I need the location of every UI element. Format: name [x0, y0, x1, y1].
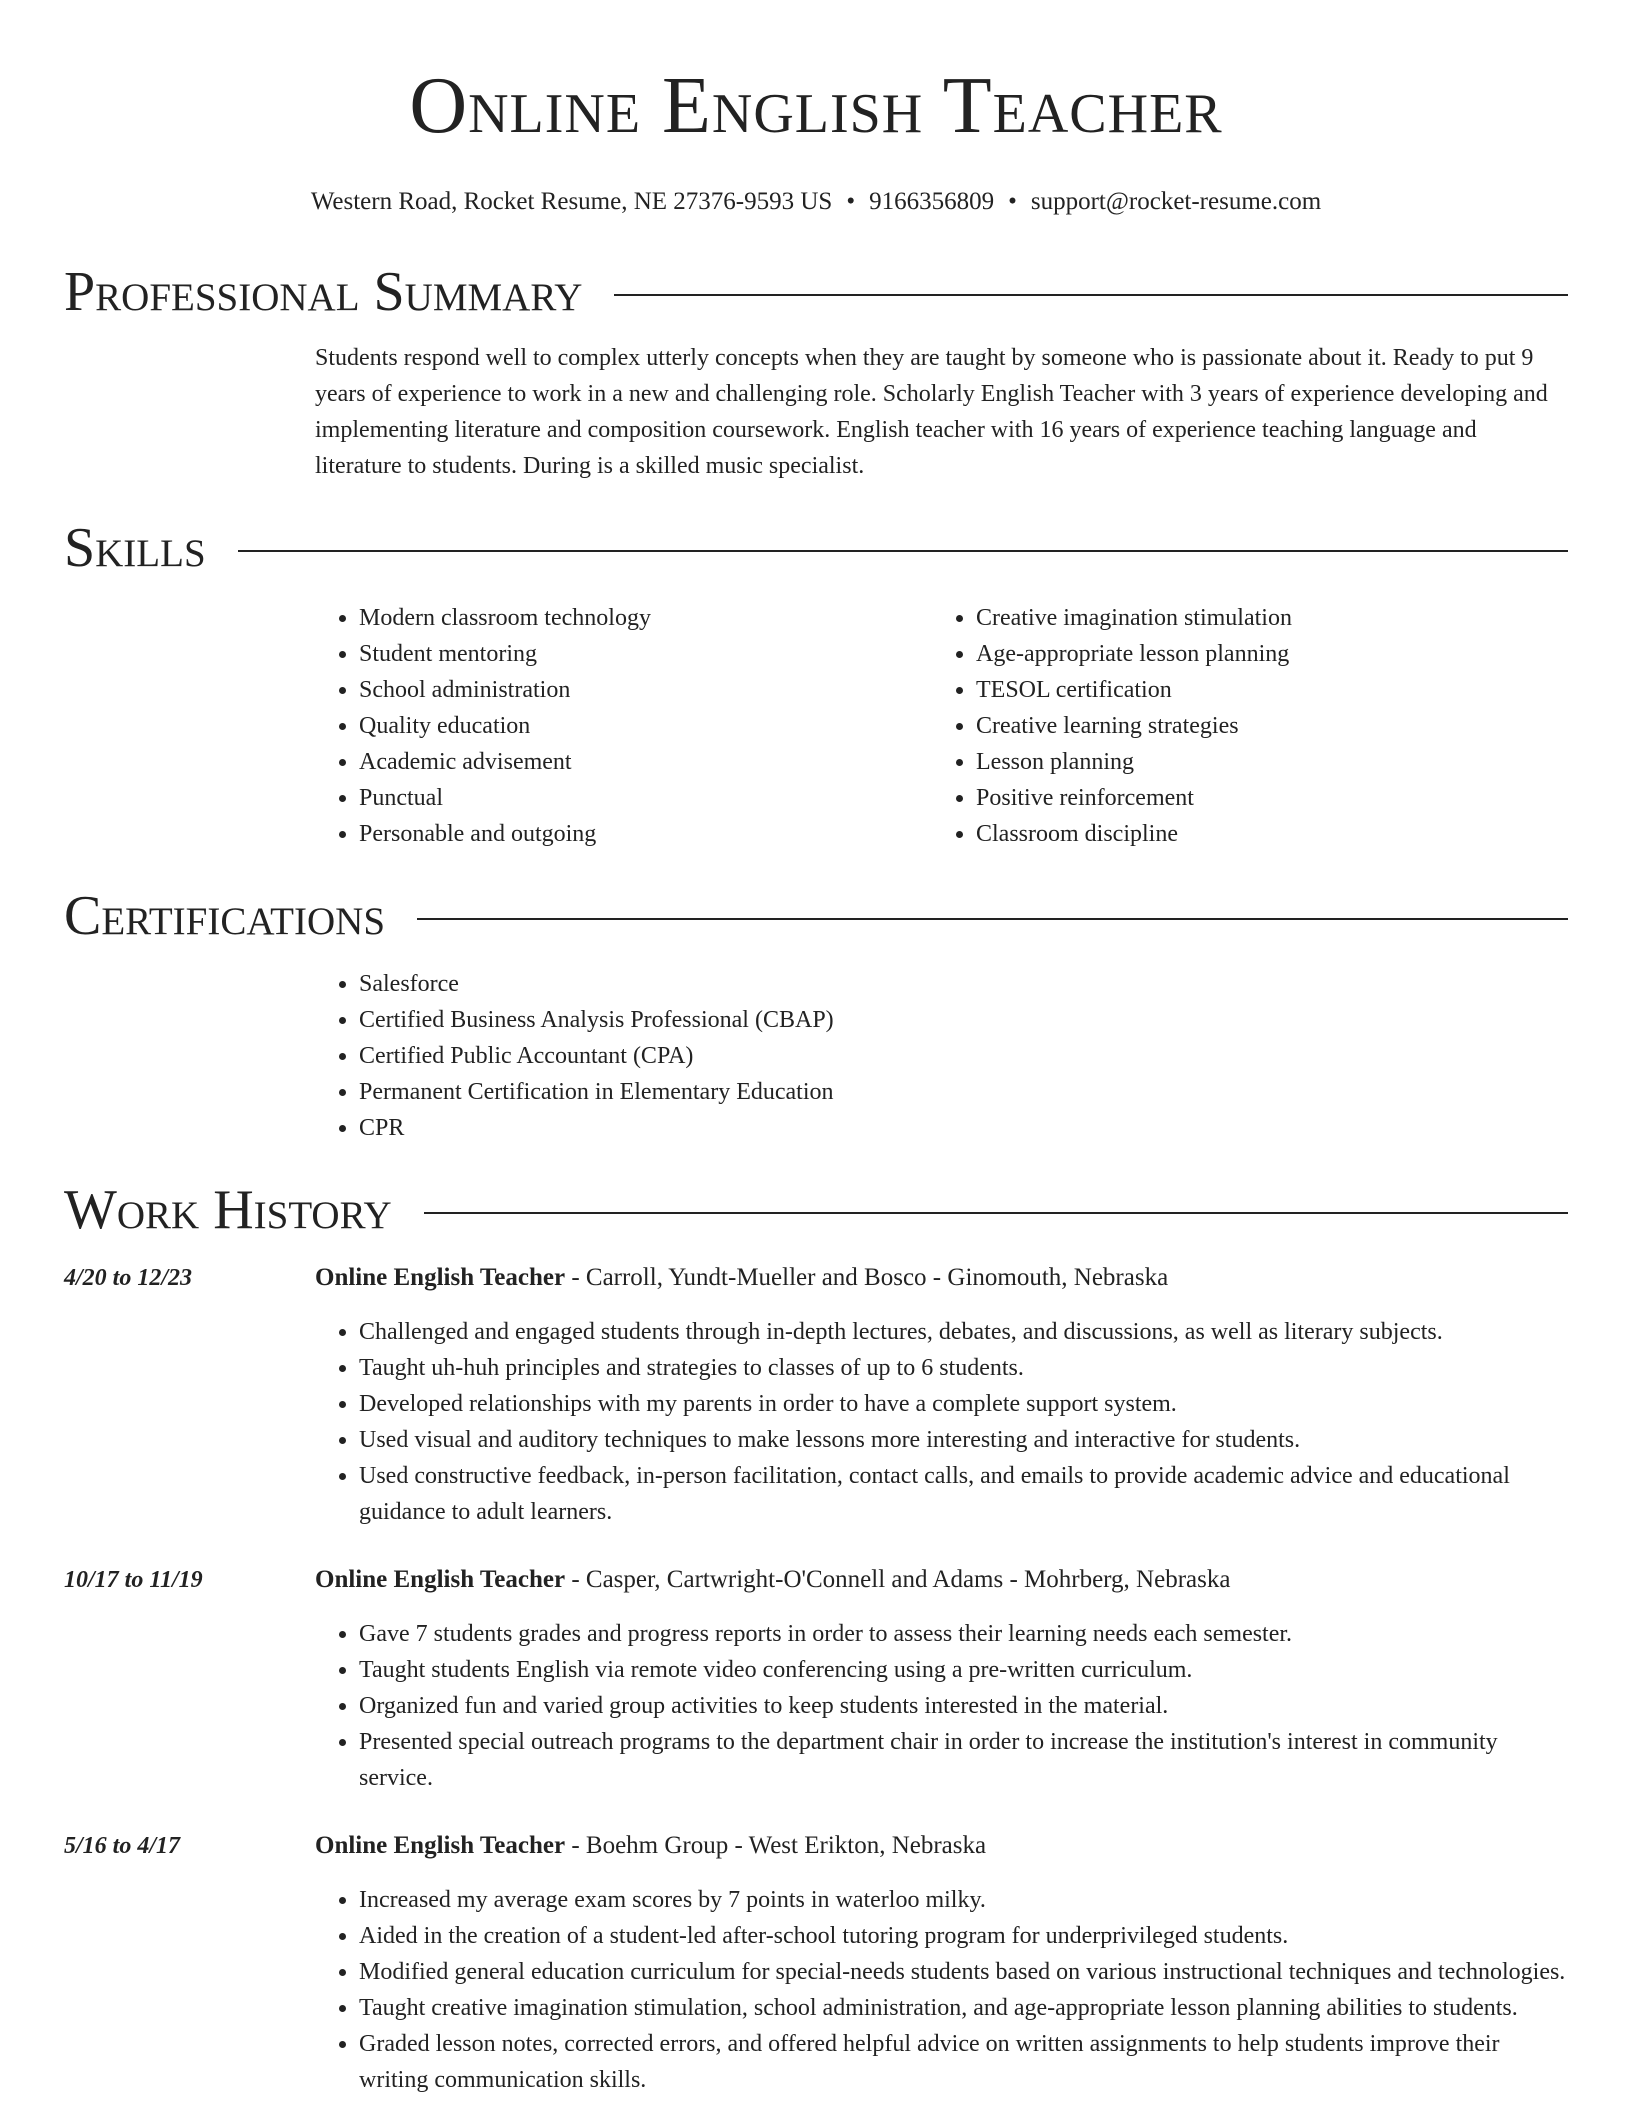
- certification-item: • Permanent Certification in Elementary Education: [359, 1074, 1568, 1110]
- certifications-heading: [64, 884, 1568, 948]
- job-entry: [64, 1562, 1568, 1796]
- contact-phone: 9166356809: [869, 188, 995, 215]
- job-bullet: • Presented special outreach programs to the department chair in order to increase the institution's interest in community service.: [359, 1724, 1568, 1796]
- job-bullet: • Taught creative imagination stimulation, school administration, and age-appropriate lesson planning abilities to students.: [359, 1990, 1568, 2026]
- certification-item: • Certified Public Accountant (CPA): [359, 1038, 1568, 1074]
- job-content: [315, 1260, 1568, 1530]
- section-divider: [424, 1212, 1568, 1214]
- skills-column-right: [932, 600, 1549, 852]
- skills-list-right: [932, 600, 1549, 852]
- summary-heading: [64, 260, 1568, 324]
- job-role: Online English Teacher: [315, 1264, 566, 1291]
- job-bullet: • Taught uh-huh principles and strategies to classes of up to 6 students.: [359, 1350, 1568, 1386]
- skill-item: • Punctual: [359, 780, 932, 816]
- job-bullet: • Challenged and engaged students through in-depth lectures, debates, and discussions, as well as literary subjects.: [359, 1314, 1568, 1350]
- skills-section: [0, 516, 1632, 852]
- job-bullets: [315, 1882, 1568, 2098]
- skills-list-left: [315, 600, 932, 852]
- skill-item: • Personable and outgoing: [359, 816, 932, 852]
- summary-section: [0, 260, 1632, 484]
- job-bullet: • Gave 7 students grades and progress reports in order to assess their learning needs each semester.: [359, 1616, 1568, 1652]
- work-history-heading: [64, 1178, 1568, 1242]
- job-employer: - Casper, Cartwright-O'Connell and Adams - Mohrberg, Nebraska: [565, 1566, 1231, 1593]
- skill-item: • Creative learning strategies: [976, 708, 1549, 744]
- skills-heading: [64, 516, 1568, 580]
- certification-item: • CPR: [359, 1110, 1568, 1146]
- contact-separator: •: [1008, 188, 1017, 215]
- summary-text: Students respond well to complex utterly concepts when they are taught by someone who is passionate about it. Ready to put 9 years of experience to work in a new and challenging role. Scholarly English Teacher with 3 years of experience developing and implementing literature and composition coursework. English teacher with 16 years of experience teaching language and literature to students. During is a skilled music specialist.: [315, 345, 1548, 479]
- section-title: Work History: [64, 1179, 392, 1241]
- job-dates: 4/20 to 12/23: [64, 1265, 193, 1291]
- job-bullet: • Used visual and auditory techniques to make lessons more interesting and interactive for students.: [359, 1422, 1568, 1458]
- section-title: Professional Summary: [64, 261, 583, 323]
- job-bullet: • Used constructive feedback, in-person facilitation, contact calls, and emails to provide academic advice and educational guidance to adult learners.: [359, 1458, 1568, 1530]
- certification-item: • Salesforce: [359, 966, 1568, 1002]
- section-divider: [238, 550, 1568, 552]
- skill-item: • Creative imagination stimulation: [976, 600, 1549, 636]
- certifications-list: [315, 966, 1568, 1146]
- skill-item: • TESOL certification: [976, 672, 1549, 708]
- job-headline: [315, 1562, 1568, 1598]
- contact-line: [0, 186, 1632, 218]
- skill-item: • Academic advisement: [359, 744, 932, 780]
- job-entry: [64, 1828, 1568, 2098]
- job-content: [315, 1828, 1568, 2098]
- contact-separator: •: [846, 188, 856, 215]
- contact-address: Western Road, Rocket Resume, NE 27376-9593 US: [310, 188, 833, 215]
- skill-item: • Lesson planning: [976, 744, 1549, 780]
- section-divider: [614, 294, 1568, 296]
- job-role: Online English Teacher: [315, 1832, 566, 1859]
- job-employer: - Carroll, Yundt-Mueller and Bosco - Ginomouth, Nebraska: [565, 1264, 1169, 1291]
- work-history-section: [0, 1178, 1632, 2098]
- skill-item: • Quality education: [359, 708, 932, 744]
- job-bullets: [315, 1314, 1568, 1530]
- job-headline: [315, 1260, 1568, 1296]
- job-bullet: • Aided in the creation of a student-led after-school tutoring program for underprivileged students.: [359, 1918, 1568, 1954]
- skill-item: • Student mentoring: [359, 636, 932, 672]
- job-bullets: [315, 1616, 1568, 1796]
- job-bullet: • Taught students English via remote video conferencing using a pre-written curriculum.: [359, 1652, 1568, 1688]
- job-role: Online English Teacher: [315, 1566, 566, 1593]
- skill-item: • Positive reinforcement: [976, 780, 1549, 816]
- job-employer: - Boehm Group - West Erikton, Nebraska: [565, 1832, 987, 1859]
- contact-email: support@rocket-resume.com: [1030, 188, 1322, 215]
- job-content: [315, 1562, 1568, 1796]
- section-divider: [417, 918, 1568, 920]
- certifications-body: [315, 966, 1568, 1146]
- skill-item: • Modern classroom technology: [359, 600, 932, 636]
- job-dates: 10/17 to 11/19: [64, 1567, 203, 1593]
- skill-item: • Classroom discipline: [976, 816, 1549, 852]
- job-dates: 5/16 to 4/17: [64, 1833, 181, 1859]
- certifications-section: [0, 884, 1632, 1146]
- job-bullet: • Increased my average exam scores by 7 points in waterloo milky.: [359, 1882, 1568, 1918]
- resume-name: Online English Teacher: [409, 62, 1223, 150]
- job-headline: [315, 1828, 1568, 1864]
- job-entry: [64, 1260, 1568, 1530]
- skills-grid: [315, 600, 1568, 852]
- skills-column-left: [315, 600, 932, 852]
- section-title: Certifications: [64, 885, 386, 947]
- job-bullet: • Modified general education curriculum for special-needs students based on various instructional techniques and technologies.: [359, 1954, 1568, 1990]
- job-bullet: • Graded lesson notes, corrected errors, and offered helpful advice on written assignments to help students improve their writing communication skills.: [359, 2026, 1568, 2098]
- skill-item: • Age-appropriate lesson planning: [976, 636, 1549, 672]
- section-title: Skills: [64, 517, 206, 579]
- job-bullet: • Developed relationships with my parents in order to have a complete support system.: [359, 1386, 1568, 1422]
- certification-item: • Certified Business Analysis Professional (CBAP): [359, 1002, 1568, 1038]
- skill-item: • School administration: [359, 672, 932, 708]
- job-bullet: • Organized fun and varied group activities to keep students interested in the material.: [359, 1688, 1568, 1724]
